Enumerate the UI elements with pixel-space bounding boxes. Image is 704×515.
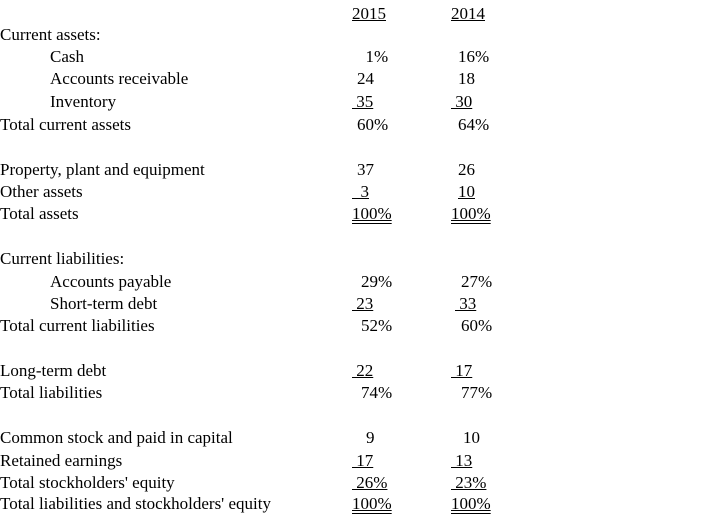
total-liabilities-equity-2014-value: 100%: [451, 494, 491, 513]
retained-earnings-2015-value: 17: [352, 451, 374, 470]
total-current-assets-2014-value: 64%: [458, 115, 490, 134]
total-current-assets-2015-value: 60%: [357, 115, 389, 134]
row-label-total-liabilities-and-equity: Total liabilities and stockholders' equity: [0, 494, 271, 513]
accounts-receivable-2014-value: 18: [458, 69, 475, 88]
total-stockholders-equity-2014-value: 23%: [451, 473, 487, 492]
row-label-cash: Cash: [50, 47, 84, 66]
long-term-debt-2015-value: 22: [352, 361, 374, 380]
row-label-long-term-debt: Long-term debt: [0, 361, 107, 380]
total-assets-2015-value: 100%: [352, 204, 392, 223]
ppe-2015-value: 37: [357, 160, 374, 179]
row-label-other-assets: Other assets: [0, 182, 83, 201]
row-label-accounts-receivable: Accounts receivable: [50, 69, 189, 88]
row-label-total-assets: Total assets: [0, 204, 79, 223]
short-term-debt-2014-value: 33: [455, 294, 477, 313]
total-liabilities-2014-value: 77%: [461, 383, 493, 402]
row-label-total-current-assets: Total current assets: [0, 115, 131, 134]
year-header-2015: 2015: [352, 4, 386, 23]
total-current-liabilities-2014-value: 60%: [461, 316, 493, 335]
section-heading-current-liabilities: Current liabilities:: [0, 249, 125, 268]
total-current-liabilities-2015-value: 52%: [361, 316, 393, 335]
cash-2015-value: 1%: [357, 47, 389, 66]
row-label-short-term-debt: Short-term debt: [50, 294, 158, 313]
row-label-accounts-payable: Accounts payable: [50, 272, 172, 291]
inventory-2015-value: 35: [352, 92, 374, 111]
common-stock-2015-value: 9: [366, 428, 375, 447]
row-label-retained-earnings: Retained earnings: [0, 451, 123, 470]
row-label-total-current-liabilities: Total current liabilities: [0, 316, 155, 335]
row-label-total-liabilities: Total liabilities: [0, 383, 103, 402]
year-header-2014: 2014: [451, 4, 485, 23]
long-term-debt-2014-value: 17: [451, 361, 473, 380]
section-heading-current-assets: Current assets:: [0, 25, 101, 44]
ppe-2014-value: 26: [458, 160, 475, 179]
short-term-debt-2015-value: 23: [352, 294, 374, 313]
accounts-payable-2015-value: 29%: [361, 272, 393, 291]
row-label-property-plant-equipment: Property, plant and equipment: [0, 160, 205, 179]
total-liabilities-2015-value: 74%: [361, 383, 393, 402]
other-assets-2015-value: 3: [352, 182, 369, 201]
other-assets-2014-value: 10: [458, 182, 475, 201]
retained-earnings-2014-value: 13: [451, 451, 473, 470]
inventory-2014-value: 30: [451, 92, 473, 111]
row-label-inventory: Inventory: [50, 92, 117, 111]
cash-2014-value: 16%: [458, 47, 490, 66]
accounts-receivable-2015-value: 24: [357, 69, 374, 88]
total-stockholders-equity-2015-value: 26%: [352, 473, 388, 492]
accounts-payable-2014-value: 27%: [461, 272, 493, 291]
common-stock-2014-value: 10: [463, 428, 480, 447]
row-label-common-stock: Common stock and paid in capital: [0, 428, 233, 447]
total-liabilities-equity-2015-value: 100%: [352, 494, 392, 513]
row-label-total-stockholders-equity: Total stockholders' equity: [0, 473, 175, 492]
total-assets-2014-value: 100%: [451, 204, 491, 223]
